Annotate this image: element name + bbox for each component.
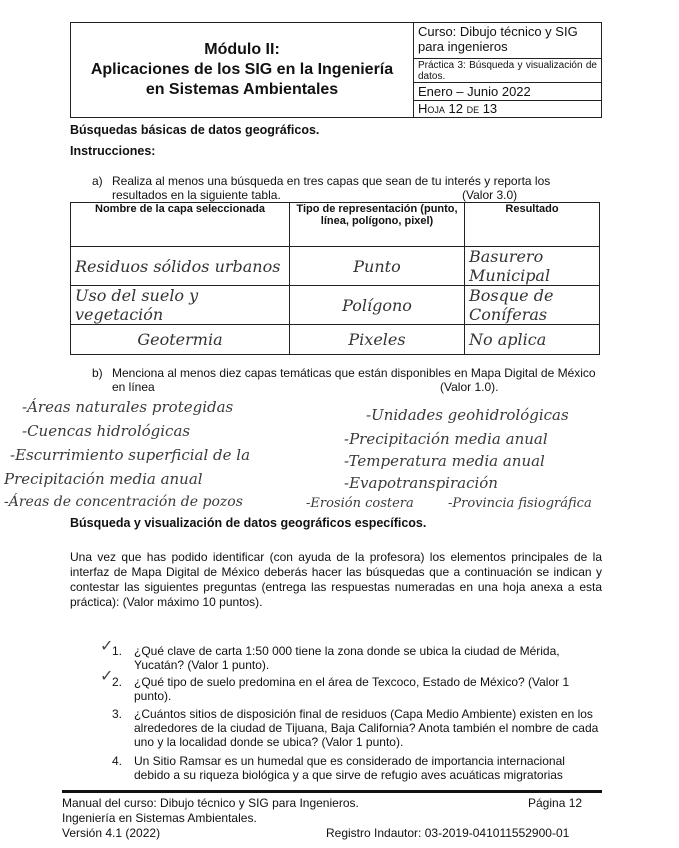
table-row [71, 286, 600, 325]
table-header: Resultado [465, 203, 600, 247]
results-table [70, 202, 600, 355]
handwritten-answer: Precipitación media anual [4, 470, 203, 488]
table-cell: Basurero Municipal [465, 247, 600, 286]
section1-title: Búsquedas básicas de datos geográficos. [70, 123, 320, 137]
footer-manual: Manual del curso: Dibujo técnico y SIG para Ingenieros. [62, 796, 359, 810]
practice-name: Práctica 3: Búsqueda y visualización de datos. [414, 59, 601, 83]
question-number: 3. [112, 707, 123, 721]
section2-paragraph: Una vez que has podido identificar (con ayuda de la profesora) los elementos principales de la interfaz de Mapa Digital de México deberás hacer las búsquedas que a continuación se indican y contestar las siguientes preguntas (entrega las respuestas numeradas en una hoja anexa a esta práctica): (Valor máximo 10 puntos). [70, 550, 602, 609]
footer-program: Ingeniería en Sistemas Ambientales. [62, 811, 257, 825]
table-cell: Uso del suelo y vegetación [71, 286, 290, 325]
header-title-line1: Aplicaciones de los SIG en la Ingeniería [90, 61, 394, 78]
checkmark-icon: ✓ [100, 666, 114, 685]
course-name: Curso: Dibujo técnico y SIG para ingenieros [414, 23, 601, 59]
question-text: ¿Qué tipo de suelo predomina en el área de Texcoco, Estado de México? (Valor 1 punto). [134, 675, 570, 703]
table-header-row [71, 203, 600, 247]
table-cell: Punto [290, 247, 465, 286]
question-text: ¿Qué clave de carta 1:50 000 tiene la zona donde se ubica la ciudad de Mérida, Yucatán? (Valor 1 punto). [134, 644, 560, 672]
section2-title: Búsqueda y visualización de datos geográficos específicos. [70, 516, 427, 530]
handwritten-answer: -Temperatura media anual [344, 452, 545, 470]
handwritten-answer: -Precipitación media anual [344, 430, 548, 448]
handwritten-answer: -Cuencas hidrológicas [22, 422, 191, 440]
item-a-value: (Valor 3.0) [462, 188, 518, 202]
table-row [71, 247, 600, 286]
table-row [71, 325, 600, 355]
item-b-value: (Valor 1.0). [440, 380, 499, 394]
handwritten-answer: -Erosión costera [306, 496, 414, 511]
header-title-line2: en Sistemas Ambientales [145, 81, 339, 98]
question-text: ¿Cuántos sitios de disposición final de residuos (Capa Medio Ambiente) existen en los alrededores de la ciudad de Tijuana, Baja California? Anota también el nombre de cada uno y la localidad donde se ubica? (Valor 1 punto). [134, 707, 599, 749]
page-of-total: Hoja 12 de 13 [418, 101, 498, 116]
header-info-block [414, 23, 601, 117]
handwritten-answer: -Provincia fisiográfica [448, 496, 592, 511]
module-label: Módulo II: [204, 41, 280, 58]
footer-version: Versión 4.1 (2022) [62, 826, 161, 840]
table-cell: Polígono [290, 286, 465, 325]
table-cell: Pixeles [290, 325, 465, 355]
table-cell: Geotermia [71, 325, 290, 355]
handwritten-answer: -Unidades geohidrológicas [366, 406, 569, 424]
period: Enero – Junio 2022 [414, 83, 601, 101]
table-header: Nombre de la capa seleccionada [71, 203, 290, 247]
item-a-instruction: Realiza al menos una búsqueda en tres capas que sean de tu interés y reporta los resultados en la siguiente tabla. [112, 174, 551, 202]
footer-divider [62, 790, 602, 793]
checkmark-icon: ✓ [100, 636, 114, 655]
table-header: Tipo de representación (punto, línea, polígono, pixel) [290, 203, 465, 247]
question-number: 4. [112, 754, 123, 768]
question-number: 2. [112, 675, 123, 689]
header-title-block [71, 23, 414, 117]
table-cell: Bosque de Coníferas [465, 286, 600, 325]
item-a-letter: a) [92, 174, 103, 188]
instructions-label: Instrucciones: [70, 144, 156, 158]
table-cell: Residuos sólidos urbanos [71, 247, 290, 286]
handwritten-answer: -Evapotranspiración [344, 474, 498, 492]
question-text: Un Sitio Ramsar es un humedal que es considerado de importancia internacional debido a su riqueza biológica y a que sirve de refugio aves acuáticas migratorias [134, 754, 565, 782]
handwritten-answer: -Áreas de concentración de pozos [4, 494, 243, 510]
table-cell: No aplica [465, 325, 600, 355]
document-header [70, 22, 602, 118]
question-number: 1. [112, 644, 123, 658]
footer-page: Página 12 [528, 796, 583, 810]
handwritten-answer: -Escurrimiento superficial de la [10, 446, 251, 464]
question-list [112, 644, 602, 790]
item-b-text: Menciona al menos diez capas temáticas que están disponibles en Mapa Digital de México en línea [112, 366, 596, 394]
item-b-letter: b) [92, 366, 103, 380]
item-a-text [112, 174, 607, 202]
handwritten-answer: -Áreas naturales protegidas [22, 398, 234, 416]
footer-registry: Registro Indautor: 03-2019-041011552900-01 [326, 826, 570, 840]
